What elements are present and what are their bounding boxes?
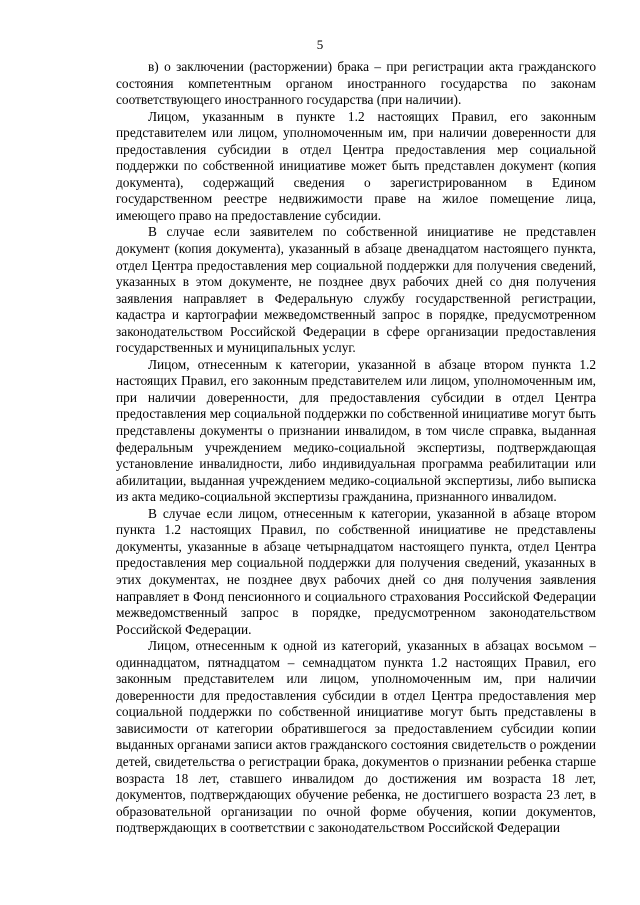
paragraph-real-estate-document: Лицом, указанным в пункте 1.2 настоящих Правил, его законным представителем или лицом, уполномоченным им, при наличии доверенности для предоставления субсидии в отдел Центра предоставления мер социальной поддержки по собственной инициативе может быть представлен документ (копия документа), содержащий сведения о зарегистрированном в Едином государственном реестре недвижимости праве на жилое помещение лица, имеющего право на предоставление субсидии. (116, 108, 596, 223)
page-number: 5 (316, 37, 324, 52)
paragraph-civil-status-documents: Лицом, отнесенным к одной из категорий, указанных в абзацах восьмом – одиннадцатом, пятнадцатом – семнадцатом пункта 1.2 настоящих Правил, его законным представителем или лицом, уполномоченным им, при наличии доверенности для предоставления субсидии в отдел Центра предоставления мер социальной поддержки по собственной инициативе могут быть представлены в зависимости от категории обратившегося за предоставлением субсидии копии выданных органами записи актов гражданского состояния свидетельств о рождении детей, свидетельства о регистрации брака, документов о признании ребенка старше возраста 18 лет, ставшего инвалидом до достижения им возраста 18 лет, документов, подтверждающих обучение ребенка, не достигшего возраста 23 лет, в образовательной организации по очной форме обучения, копии документов, подтверждающих в соответствии с законодательством Российской Федерации (116, 638, 596, 836)
paragraph-social-fund-request: В случае если лицом, отнесенным к категории, указанной в абзаце втором пункта 1.2 настоящих Правил, по собственной инициативе не представлены документы, указанные в абзаце четырнадцатом настоящего пункта, отдел Центра предоставления мер социальной поддержки для получения сведений, указанных в этих документах, не позднее двух рабочих дней со дня получения заявления направляет в Фонд пенсионного и социального страхования Российской Федерации межведомственный запрос в порядке, предусмотренном законодательством Российской Федерации. (116, 505, 596, 637)
paragraph-rosreestr-request: В случае если заявителем по собственной инициативе не представлен документ (копия документа), указанный в абзаце двенадцатом настоящего пункта, отдел Центра предоставления мер социальной поддержки для получения сведений, указанных в этом документе, не позднее двух рабочих дней со дня получения заявления направляет в Федеральную службу государственной регистрации, кадастра и картографии межведомственный запрос в порядке, предусмотренном законодательством Российской Федерации в сфере организации предоставления государственных и муниципальных услуг. (116, 224, 596, 356)
paragraph-marriage-registration: в) о заключении (расторжении) брака – при регистрации акта гражданского состояния компетентным органом иностранного государства по законам соответствующего иностранного государства (при наличии). (116, 59, 596, 108)
document-body (116, 59, 596, 837)
paragraph-disability-documents: Лицом, отнесенным к категории, указанной в абзаце втором пункта 1.2 настоящих Правил, его законным представителем или лицом, уполномоченным им, при наличии доверенности, для предоставления субсидии в отдел Центра предоставления мер социальной поддержки по собственной инициативе могут быть представлены документы о признании инвалидом, в том числе справка, выданная федеральным учреждением медико-социальной экспертизы, подтверждающая установление инвалидности, либо индивидуальная программа реабилитации или абилитации, выданная учреждением медико-социальной экспертизы, либо выписка из акта медико-социальной экспертизы гражданина, признанного инвалидом. (116, 356, 596, 505)
